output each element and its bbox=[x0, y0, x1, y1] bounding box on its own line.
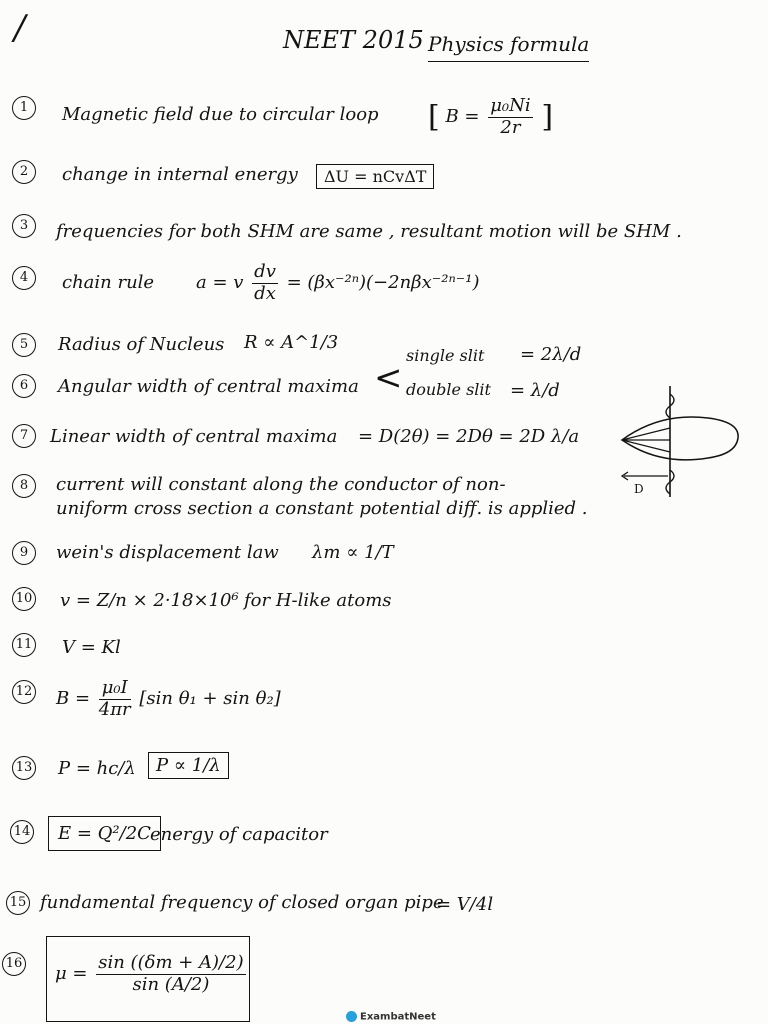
item-number: 16 bbox=[2, 952, 26, 976]
item-text: change in internal energy bbox=[62, 164, 298, 185]
item-number: 1 bbox=[12, 96, 36, 120]
item-number: 5 bbox=[12, 333, 36, 357]
boxed-formula: ΔU = nCvΔT bbox=[316, 164, 434, 189]
item-number: 12 bbox=[12, 680, 36, 704]
item-text: chain rule bbox=[62, 272, 155, 293]
formula: V = Kl bbox=[62, 637, 121, 658]
item-text: frequencies for both SHM are same , resultant motion will be SHM . bbox=[56, 221, 682, 242]
item-number: 14 bbox=[10, 820, 34, 844]
item-text: for H-like atoms bbox=[244, 590, 392, 611]
formula: [ B = $\frac{\text{μ₀Ni}}{2r}$ ] bbox=[428, 95, 554, 138]
item-number: 2 bbox=[12, 160, 36, 184]
boxed-formula: E = Q²/2C bbox=[48, 816, 161, 851]
page-subtitle: Physics formula bbox=[428, 32, 589, 62]
item-text: Radius of Nucleus bbox=[58, 334, 225, 355]
page-title: NEET 2015 bbox=[283, 26, 424, 54]
footer-brand: ExambatNeet bbox=[346, 1011, 436, 1023]
item-number: 3 bbox=[12, 214, 36, 238]
double-slit-formula: = λ/d bbox=[510, 380, 560, 401]
item-number: 7 bbox=[12, 424, 36, 448]
item-text: wein's displacement law bbox=[56, 542, 279, 563]
formula-box bbox=[46, 936, 250, 1022]
formula: v = Z/n × 2·18×10⁶ bbox=[60, 590, 239, 611]
item-number: 9 bbox=[12, 541, 36, 565]
single-slit-formula: = 2λ/d bbox=[520, 344, 582, 365]
formula: R ∝ A^1/3 bbox=[244, 332, 339, 353]
brace-symbol: < bbox=[374, 358, 403, 398]
formula: B = $\frac{\text{μ₀I}}{4\pi r}$ [sin θ₁ + sin θ₂] bbox=[56, 677, 281, 720]
diagram-label-d: D bbox=[634, 482, 644, 496]
item-number: 4 bbox=[12, 266, 36, 290]
item-number: 13 bbox=[12, 756, 36, 780]
formula: λm ∝ 1/T bbox=[312, 542, 394, 563]
item-text: Magnetic field due to circular loop bbox=[62, 104, 379, 125]
item-text: Angular width of central maxima bbox=[58, 376, 359, 397]
corner-mark: / bbox=[14, 8, 26, 48]
double-slit-label: double slit bbox=[406, 380, 491, 399]
item-text: current will constant along the conductor of non- bbox=[56, 474, 506, 495]
item-number: 8 bbox=[12, 474, 36, 498]
item-number: 6 bbox=[12, 374, 36, 398]
item-text-continued: uniform cross section a constant potential diff. is applied . bbox=[56, 498, 588, 519]
telegram-icon bbox=[346, 1011, 357, 1022]
boxed-formula: P ∝ 1/λ bbox=[148, 752, 229, 779]
item-text: energy of capacitor bbox=[150, 824, 328, 845]
formula: = D(2θ) = 2Dθ = 2D λ/a bbox=[358, 426, 580, 447]
single-slit-label: single slit bbox=[406, 346, 485, 365]
formula: P = hc/λ bbox=[58, 758, 136, 779]
formula: a = v $\frac{dv}{dx}$ = (βx⁻²ⁿ)(−2nβx⁻²ⁿ⁻¹) bbox=[196, 261, 480, 304]
item-text: Linear width of central maxima bbox=[50, 426, 338, 447]
item-number: 10 bbox=[12, 587, 36, 611]
item-text: fundamental frequency of closed organ pipe bbox=[40, 892, 444, 913]
item-number: 15 bbox=[6, 891, 30, 915]
formula: μ = $\frac{\sin ((\delta m + A)/2)}{\sin (A/2)}$ bbox=[55, 952, 244, 995]
formula: = V/4l bbox=[436, 894, 494, 915]
diffraction-diagram bbox=[600, 384, 750, 499]
item-number: 11 bbox=[12, 633, 36, 657]
